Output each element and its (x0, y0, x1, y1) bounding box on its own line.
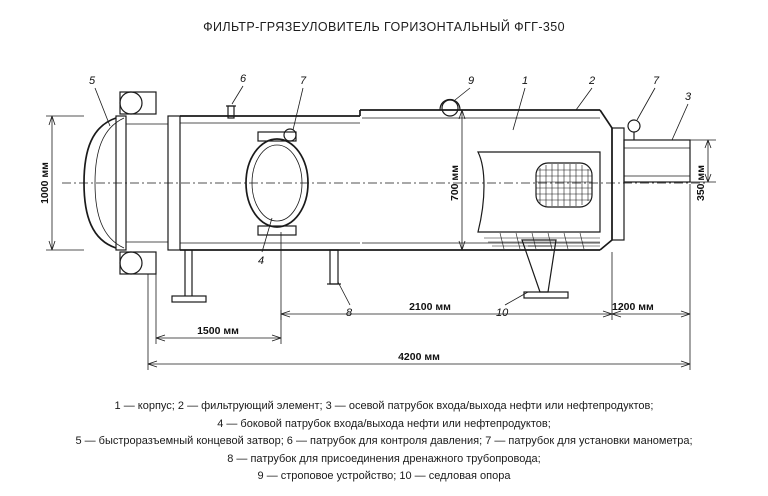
filter-element-mesh (536, 164, 592, 206)
cutaway-floor-hatching (484, 233, 600, 249)
legend-line-4: 8 — патрубок для присоединения дренажного трубопровода; (227, 452, 541, 465)
closure-hinge-top-pin (120, 92, 142, 114)
dim-height-mid (449, 110, 470, 250)
callout-3: 3 (685, 91, 692, 103)
callout-2: 2 (589, 75, 596, 87)
legend-line-2: 4 — боковой патрубок входа/выхода нефти или нефтепродуктов; (217, 417, 551, 430)
callout-7-right: 7 (653, 75, 660, 87)
right-flange (612, 128, 624, 240)
callout-9: 9 (468, 75, 475, 87)
side-nozzle-bolt (284, 129, 296, 141)
callout-6: 6 (240, 73, 247, 85)
callout-1: 1 (522, 75, 529, 87)
dim-height-mid-label: 700 мм (449, 165, 461, 201)
callout-10: 10 (496, 307, 509, 319)
dim-height-right-label: 350 мм (695, 165, 707, 201)
closure-hinge-bottom-pin (120, 252, 142, 274)
legend-line-3: 5 — быстроразъемный концевой затвор; 6 — патрубок для контроля давления; 7 — патрубок для установки манометра; (75, 435, 693, 447)
legend (0, 398, 768, 486)
callout-4: 4 (258, 255, 265, 267)
vessel-right-head (600, 110, 612, 250)
callout-8: 8 (346, 307, 353, 319)
saddle-support-right (522, 240, 568, 298)
saddle-support-left (172, 250, 206, 302)
dim-height-left (39, 116, 84, 250)
legend-line-1: 1 — корпус; 2 — фильтрующий элемент; 3 — осевой патрубок входа/выхода нефти или нефтепродуктов; (114, 400, 654, 412)
legend-line-5: 9 — строповое устройство; 10 — седловая опора (257, 470, 511, 482)
callout-7-left: 7 (300, 75, 307, 87)
page-title: ФИЛЬТР-ГРЯЗЕУЛОВИТЕЛЬ ГОРИЗОНТАЛЬНЫЙ ФГГ-350 (203, 20, 565, 34)
dim-2100-label: 2100 мм (409, 301, 451, 313)
callout-5: 5 (89, 75, 96, 87)
dim-1500 (156, 232, 281, 344)
dim-height-right (690, 140, 716, 201)
dim-2100 (281, 252, 612, 320)
side-nozzle-ring-inner (252, 145, 302, 221)
dim-1500-label: 1500 мм (197, 325, 239, 337)
dim-4200 (148, 274, 690, 370)
manometer-nozzle-right (628, 120, 640, 132)
dim-1200-label: 1200 мм (612, 301, 654, 313)
dim-4200-label: 4200 мм (398, 351, 440, 363)
dim-height-left-label: 1000 мм (39, 162, 51, 204)
drain-nozzle (330, 250, 338, 284)
callout-leaders (95, 86, 688, 305)
lifting-lug-eye (442, 100, 458, 116)
